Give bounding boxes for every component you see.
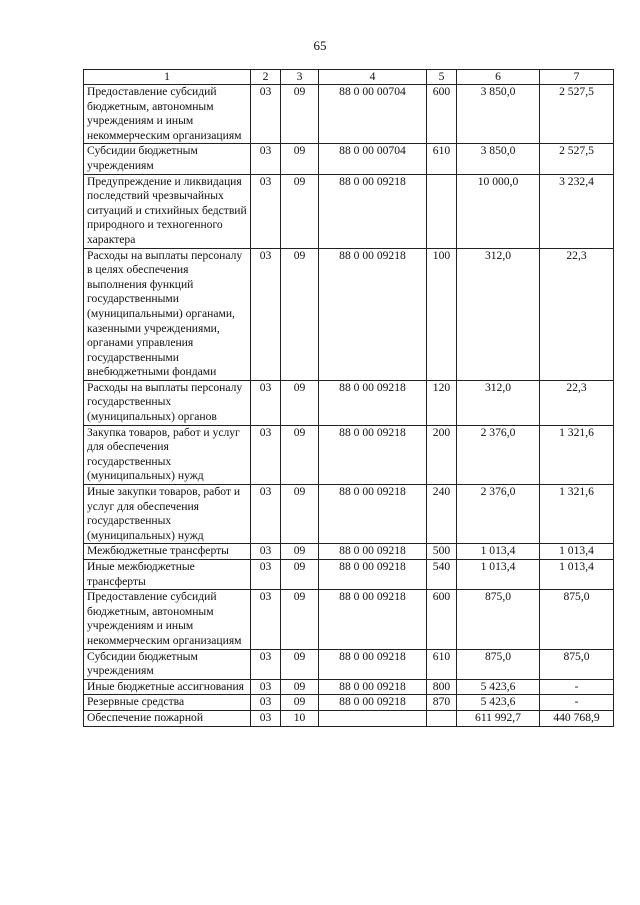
- row-amount-1-cell: 3 850,0: [457, 85, 540, 144]
- row-section-cell: 03: [251, 380, 281, 425]
- row-subsection-cell: 09: [281, 485, 319, 544]
- row-expense-type-cell: 800: [427, 679, 457, 695]
- column-header-4: 4: [319, 70, 427, 85]
- row-amount-2-cell: 440 768,9: [540, 710, 614, 726]
- row-amount-2-cell: 875,0: [540, 649, 614, 679]
- row-target-article-cell: 88 0 00 09218: [319, 248, 427, 380]
- table-row: [84, 560, 614, 590]
- row-section-cell: 03: [251, 248, 281, 380]
- row-subsection-cell: 09: [281, 679, 319, 695]
- row-section-cell: 03: [251, 544, 281, 560]
- row-subsection-cell: 09: [281, 380, 319, 425]
- table-row: [84, 174, 614, 248]
- column-header-3: 3: [281, 70, 319, 85]
- table-row: [84, 710, 614, 726]
- row-amount-2-cell: 1 321,6: [540, 425, 614, 484]
- row-subsection-cell: 09: [281, 144, 319, 174]
- row-amount-2-cell: 1 013,4: [540, 560, 614, 590]
- row-target-article-cell: 88 0 00 09218: [319, 544, 427, 560]
- row-subsection-cell: 09: [281, 560, 319, 590]
- row-target-article-cell: 88 0 00 00704: [319, 85, 427, 144]
- row-expense-type-cell: [427, 710, 457, 726]
- row-amount-1-cell: 312,0: [457, 380, 540, 425]
- row-amount-2-cell: 1 013,4: [540, 544, 614, 560]
- row-amount-2-cell: -: [540, 679, 614, 695]
- row-section-cell: 03: [251, 85, 281, 144]
- row-subsection-cell: 09: [281, 248, 319, 380]
- page-number: 65: [313, 38, 327, 53]
- table-row: [84, 679, 614, 695]
- row-name-cell: Обеспечение пожарной: [84, 710, 251, 726]
- row-amount-1-cell: 875,0: [457, 649, 540, 679]
- row-expense-type-cell: 870: [427, 695, 457, 711]
- row-target-article-cell: 88 0 00 09218: [319, 425, 427, 484]
- row-expense-type-cell: 600: [427, 590, 457, 649]
- row-amount-1-cell: 5 423,6: [457, 679, 540, 695]
- row-subsection-cell: 09: [281, 174, 319, 248]
- row-amount-2-cell: 875,0: [540, 590, 614, 649]
- table-row: [84, 144, 614, 174]
- table-row: [84, 485, 614, 544]
- row-expense-type-cell: 500: [427, 544, 457, 560]
- row-section-cell: 03: [251, 425, 281, 484]
- row-expense-type-cell: 600: [427, 85, 457, 144]
- row-amount-1-cell: 10 000,0: [457, 174, 540, 248]
- row-section-cell: 03: [251, 710, 281, 726]
- row-amount-2-cell: 2 527,5: [540, 144, 614, 174]
- row-subsection-cell: 10: [281, 710, 319, 726]
- row-name-cell: Расходы на выплаты персоналу в целях обеспечения выполнения функций государственными (муниципальными) органами, казенными учреждениями, органами управления государственными внебюджетными фондами: [84, 248, 251, 380]
- row-name-cell: Предоставление субсидий бюджетным, автономным учреждениям и иным некоммерческим организациям: [84, 85, 251, 144]
- row-expense-type-cell: 120: [427, 380, 457, 425]
- table-row: [84, 248, 614, 380]
- row-expense-type-cell: 610: [427, 649, 457, 679]
- row-target-article-cell: 88 0 00 09218: [319, 380, 427, 425]
- row-amount-2-cell: 22,3: [540, 248, 614, 380]
- row-subsection-cell: 09: [281, 85, 319, 144]
- row-subsection-cell: 09: [281, 590, 319, 649]
- row-target-article-cell: 88 0 00 00704: [319, 144, 427, 174]
- row-amount-1-cell: 611 992,7: [457, 710, 540, 726]
- row-subsection-cell: 09: [281, 425, 319, 484]
- table-row: [84, 85, 614, 144]
- row-subsection-cell: 09: [281, 544, 319, 560]
- row-name-cell: Иные бюджетные ассигнования: [84, 679, 251, 695]
- budget-table: [83, 69, 614, 727]
- row-amount-1-cell: 5 423,6: [457, 695, 540, 711]
- row-target-article-cell: 88 0 00 09218: [319, 174, 427, 248]
- column-header-6: 6: [457, 70, 540, 85]
- row-target-article-cell: [319, 710, 427, 726]
- row-section-cell: 03: [251, 695, 281, 711]
- row-expense-type-cell: [427, 174, 457, 248]
- table-row: [84, 425, 614, 484]
- row-target-article-cell: 88 0 00 09218: [319, 590, 427, 649]
- row-amount-2-cell: 2 527,5: [540, 85, 614, 144]
- row-name-cell: Предоставление субсидий бюджетным, автономным учреждениям и иным некоммерческим организациям: [84, 590, 251, 649]
- row-expense-type-cell: 540: [427, 560, 457, 590]
- row-amount-1-cell: 3 850,0: [457, 144, 540, 174]
- row-name-cell: Резервные средства: [84, 695, 251, 711]
- row-target-article-cell: 88 0 00 09218: [319, 649, 427, 679]
- row-section-cell: 03: [251, 649, 281, 679]
- row-name-cell: Субсидии бюджетным учреждениям: [84, 144, 251, 174]
- column-header-5: 5: [427, 70, 457, 85]
- row-amount-1-cell: 312,0: [457, 248, 540, 380]
- row-amount-2-cell: 1 321,6: [540, 485, 614, 544]
- row-section-cell: 03: [251, 560, 281, 590]
- row-target-article-cell: 88 0 00 09218: [319, 695, 427, 711]
- row-expense-type-cell: 240: [427, 485, 457, 544]
- row-amount-1-cell: 1 013,4: [457, 560, 540, 590]
- row-name-cell: Межбюджетные трансферты: [84, 544, 251, 560]
- table-row: [84, 695, 614, 711]
- row-section-cell: 03: [251, 144, 281, 174]
- row-target-article-cell: 88 0 00 09218: [319, 560, 427, 590]
- row-amount-2-cell: 22,3: [540, 380, 614, 425]
- row-subsection-cell: 09: [281, 649, 319, 679]
- row-amount-1-cell: 2 376,0: [457, 425, 540, 484]
- row-name-cell: Закупка товаров, работ и услуг для обеспечения государственных (муниципальных) нужд: [84, 425, 251, 484]
- row-amount-2-cell: 3 232,4: [540, 174, 614, 248]
- row-name-cell: Иные закупки товаров, работ и услуг для обеспечения государственных (муниципальных) нужд: [84, 485, 251, 544]
- row-expense-type-cell: 610: [427, 144, 457, 174]
- row-amount-1-cell: 875,0: [457, 590, 540, 649]
- row-name-cell: Расходы на выплаты персоналу государственных (муниципальных) органов: [84, 380, 251, 425]
- row-section-cell: 03: [251, 174, 281, 248]
- column-header-1: 1: [84, 70, 251, 85]
- row-amount-2-cell: -: [540, 695, 614, 711]
- row-expense-type-cell: 200: [427, 425, 457, 484]
- column-header-7: 7: [540, 70, 614, 85]
- row-target-article-cell: 88 0 00 09218: [319, 485, 427, 544]
- row-section-cell: 03: [251, 590, 281, 649]
- row-name-cell: Иные межбюджетные трансферты: [84, 560, 251, 590]
- table-row: [84, 649, 614, 679]
- row-name-cell: Субсидии бюджетным учреждениям: [84, 649, 251, 679]
- row-amount-1-cell: 2 376,0: [457, 485, 540, 544]
- row-expense-type-cell: 100: [427, 248, 457, 380]
- row-target-article-cell: 88 0 00 09218: [319, 679, 427, 695]
- row-subsection-cell: 09: [281, 695, 319, 711]
- row-amount-1-cell: 1 013,4: [457, 544, 540, 560]
- table-row: [84, 544, 614, 560]
- table-header-row: [84, 70, 614, 85]
- row-section-cell: 03: [251, 485, 281, 544]
- row-section-cell: 03: [251, 679, 281, 695]
- row-name-cell: Предупреждение и ликвидация последствий чрезвычайных ситуаций и стихийных бедствий природного и техногенного характера: [84, 174, 251, 248]
- table-row: [84, 380, 614, 425]
- column-header-2: 2: [251, 70, 281, 85]
- table-row: [84, 590, 614, 649]
